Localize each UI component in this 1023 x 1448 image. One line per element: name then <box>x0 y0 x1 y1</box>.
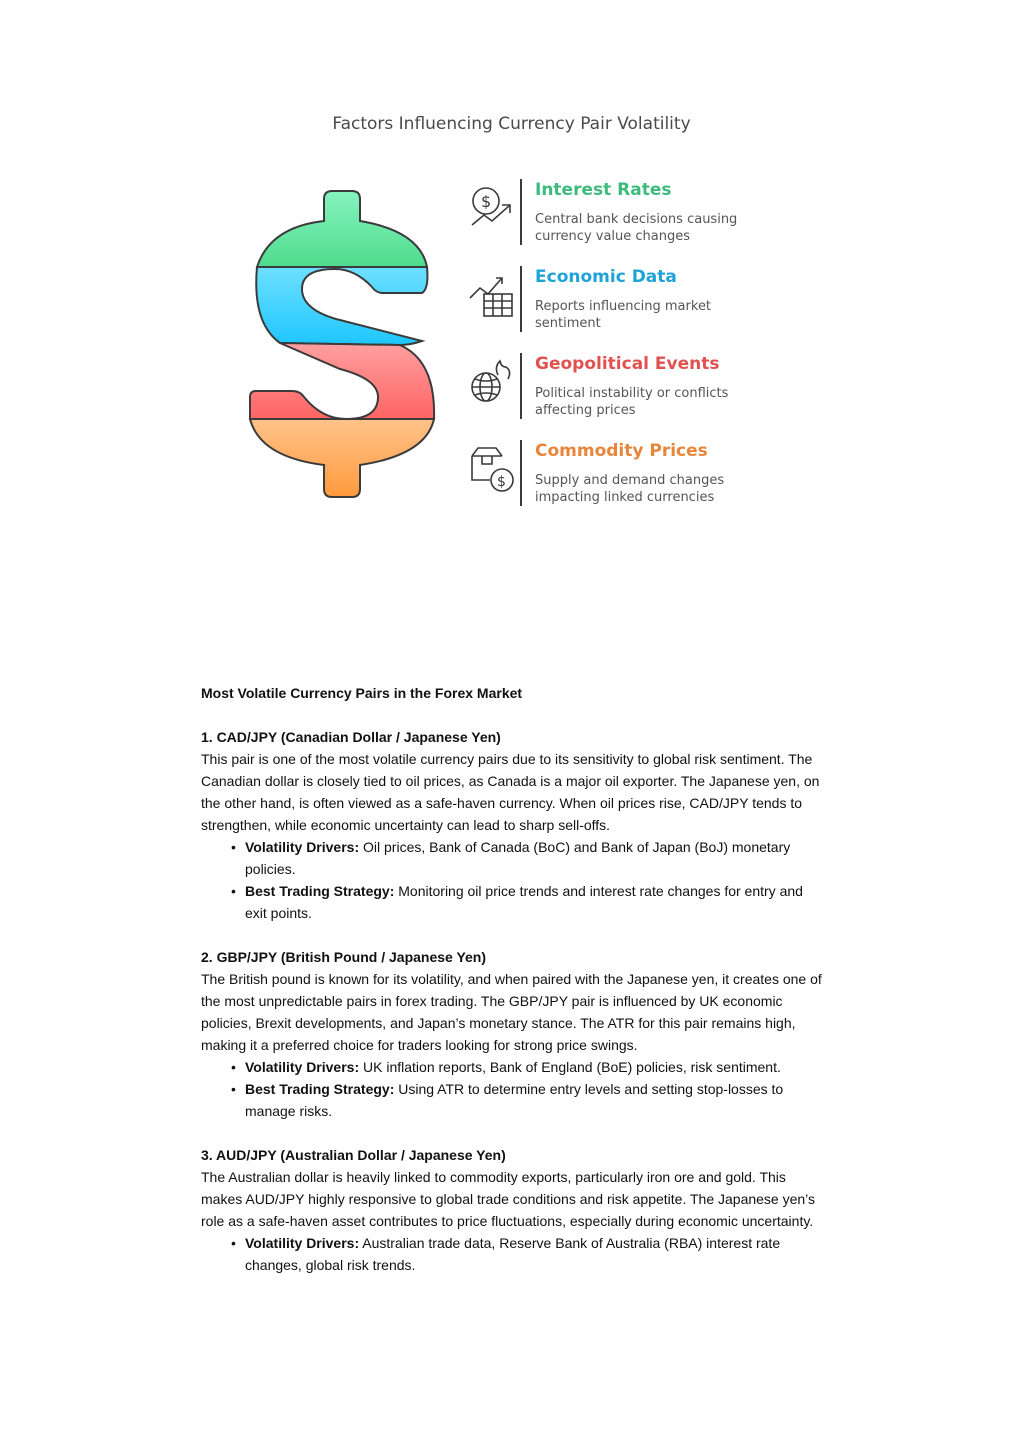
factor-description: Reports influencing market sentiment <box>535 299 712 331</box>
bullet-label: Volatility Drivers: <box>245 1235 360 1251</box>
bullet-item <box>245 1078 826 1122</box>
dollar-trend-icon <box>466 181 516 233</box>
factor-divider <box>520 353 522 419</box>
section-body: This pair is one of the most volatile currency pairs due to its sensitivity to global risk sentiment. The Canadian dollar is closely tied to oil prices, as Canada is a major oil exporter. The Japanese yen, on the other hand, is often viewed as a safe-haven currency. When oil prices rise, CAD/JPY tends to strengthen, while economic uncertainty can lead to sharp sell-offs. <box>201 751 820 833</box>
factor-divider <box>520 179 522 245</box>
factor-description: Central bank decisions causing currency value changes <box>535 212 738 244</box>
factor-commodity-prices <box>462 440 782 510</box>
bullet-label: Volatility Drivers: <box>245 839 360 855</box>
factor-title: Interest Rates <box>535 180 672 200</box>
bullet-item <box>245 1056 826 1078</box>
factor-interest-rates <box>462 179 782 249</box>
dollar-segment-green <box>257 191 427 267</box>
bullet-list <box>201 1232 826 1276</box>
globe-fire-icon <box>466 355 516 407</box>
bullet-label: Best Trading Strategy: <box>245 1081 395 1097</box>
factor-description: Political instability or conflicts affecting prices <box>535 386 729 418</box>
section-body: The British pound is known for its volatility, and when paired with the Japanese yen, it creates one of the most unpredictable pairs in forex trading. The GBP/JPY pair is influenced by UK economic policies, Brexit developments, and Japan’s monetary stance. The ATR for this pair remains high, making it a preferred choice for traders looking for strong price swings. <box>201 971 822 1053</box>
factor-divider <box>520 266 522 332</box>
dollar-segment-blue <box>256 267 427 345</box>
factor-description: Supply and demand changes impacting linked currencies <box>535 473 725 505</box>
bullet-list <box>201 836 826 924</box>
infographic-title: Factors Influencing Currency Pair Volatility <box>332 114 691 134</box>
dollar-segment-orange <box>250 419 434 497</box>
bullet-item <box>245 836 826 880</box>
factor-economic-data <box>462 266 782 336</box>
bullet-label: Best Trading Strategy: <box>245 883 395 899</box>
section-body: The Australian dollar is heavily linked to commodity exports, particularly iron ore and gold. This makes AUD/JPY highly responsive to global trade conditions and risk appetite. The Japanese yen’s role as a safe-haven asset contributes to price fluctuations, especially during economic uncertainty. <box>201 1169 816 1229</box>
dollar-sign-graphic <box>240 185 450 505</box>
box-dollar-icon <box>466 442 516 494</box>
chart-table-icon <box>466 268 516 320</box>
bullet-text: Australian trade data, Reserve Bank of Australia (RBA) interest rate changes, global risk trends. <box>245 1235 781 1273</box>
bullet-text: UK inflation reports, Bank of England (BoE) policies, risk sentiment. <box>359 1059 781 1075</box>
factor-geopolitical-events <box>462 353 782 423</box>
factor-title: Commodity Prices <box>535 441 708 461</box>
bullet-label: Volatility Drivers: <box>245 1059 360 1075</box>
section-title: 2. GBP/JPY (British Pound / Japanese Yen) <box>201 949 487 965</box>
factor-title: Geopolitical Events <box>535 354 720 374</box>
svg-text:$: $ <box>481 192 492 211</box>
dollar-segment-red <box>250 343 434 419</box>
bullet-list <box>201 1056 826 1122</box>
bullet-text: Using ATR to determine entry levels and setting stop-losses to manage risks. <box>245 1081 784 1119</box>
factor-divider <box>520 440 522 506</box>
bullet-item <box>245 880 826 924</box>
article-heading: Most Volatile Currency Pairs in the Forex Market <box>201 685 523 701</box>
bullet-text: Oil prices, Bank of Canada (BoC) and Bank of Japan (BoJ) monetary policies. <box>245 839 791 877</box>
svg-text:$: $ <box>497 474 506 490</box>
bullet-item <box>245 1232 826 1276</box>
section-title: 1. CAD/JPY (Canadian Dollar / Japanese Yen) <box>201 729 501 745</box>
factor-title: Economic Data <box>535 267 677 287</box>
bullet-text: Monitoring oil price trends and interest rate changes for entry and exit points. <box>245 883 803 921</box>
section-title: 3. AUD/JPY (Australian Dollar / Japanese Yen) <box>201 1147 506 1163</box>
article-body <box>201 682 826 1276</box>
